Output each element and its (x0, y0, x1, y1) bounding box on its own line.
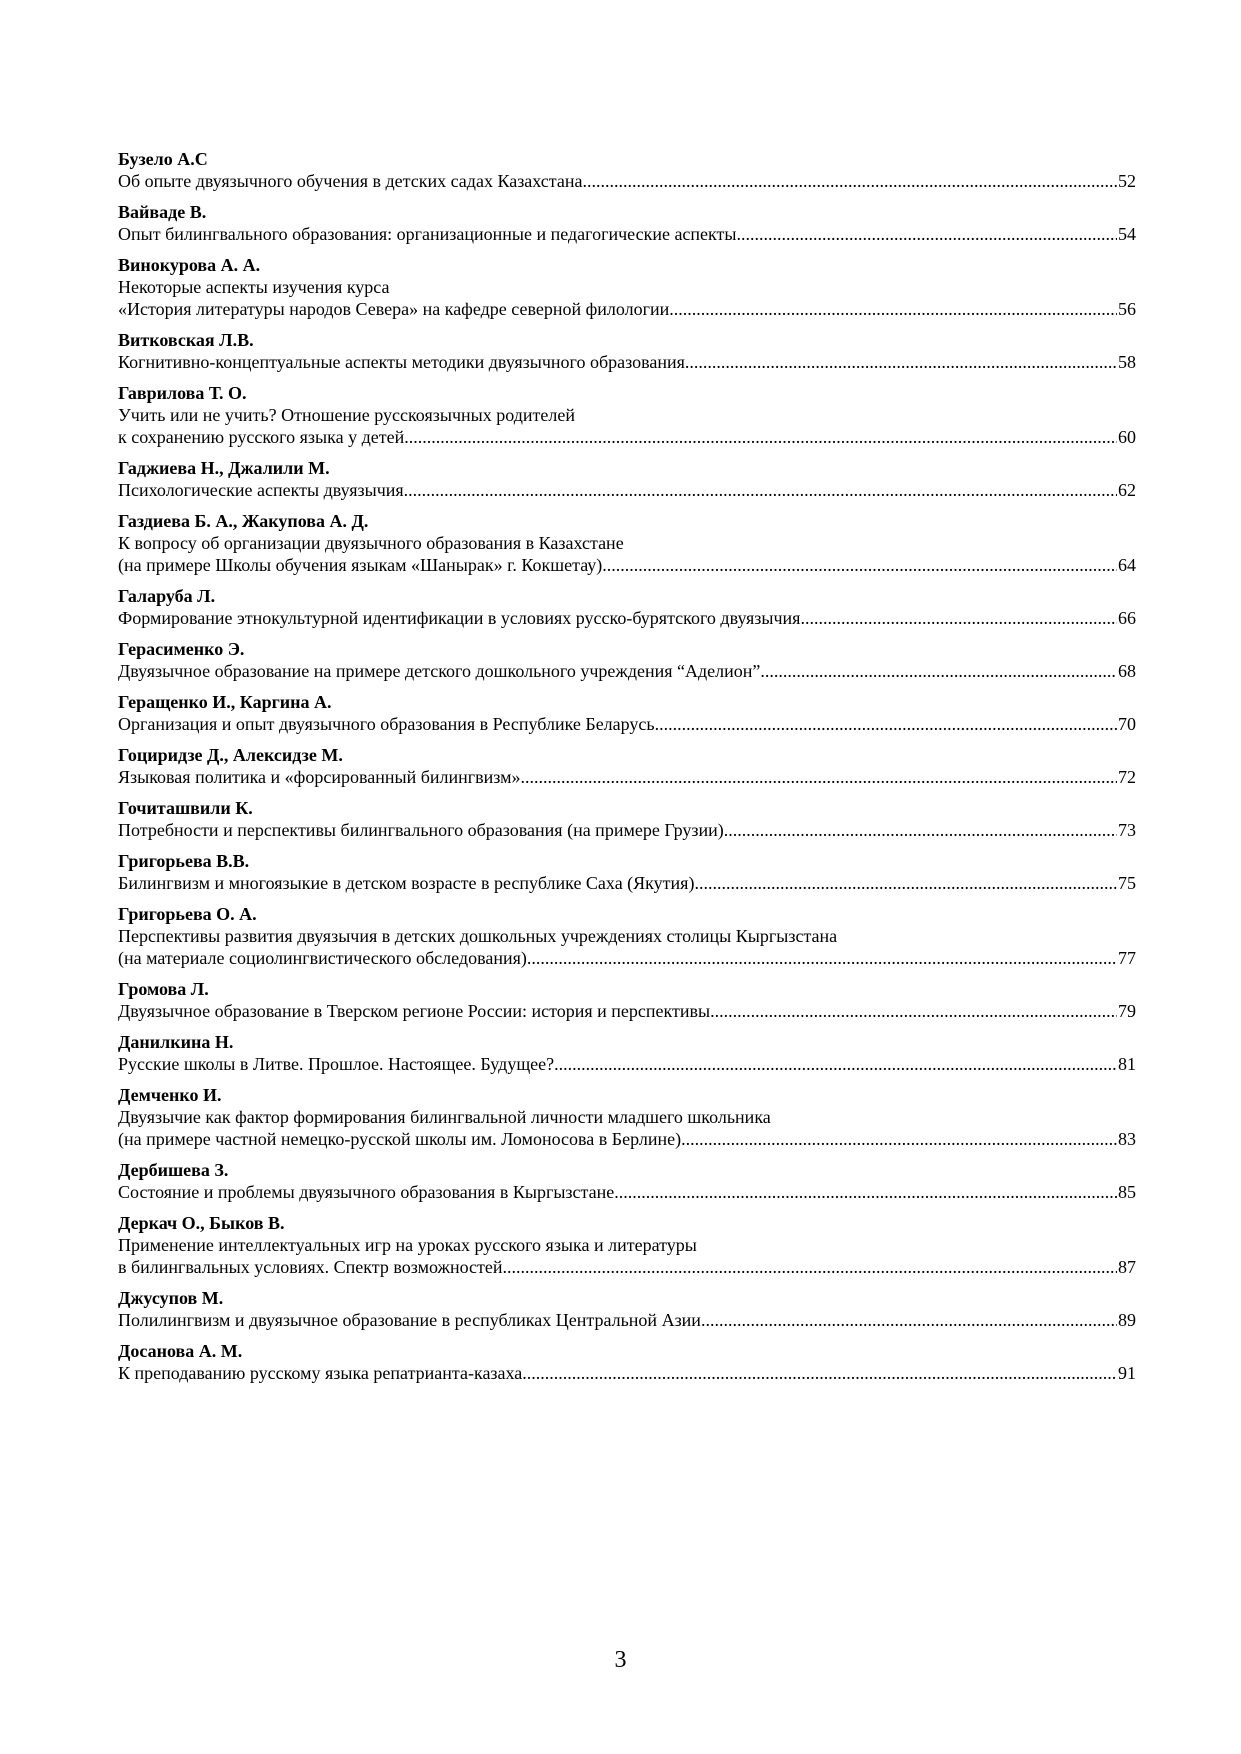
toc-entry-page-number: 87 (1118, 1257, 1136, 1277)
dot-leader (655, 713, 1117, 735)
toc-entry (118, 148, 1136, 192)
toc-entry (118, 1031, 1136, 1075)
dot-leader (404, 479, 1117, 501)
toc-entry-page-number: 73 (1118, 820, 1136, 840)
toc-entry-author: Гаврилова Т. О. (118, 383, 247, 403)
toc-entry-page-number: 89 (1118, 1310, 1136, 1330)
toc-entry-title-row (118, 426, 1136, 448)
toc-entry-page-number: 64 (1118, 555, 1136, 575)
toc-entry-page-number: 72 (1118, 767, 1136, 787)
toc-entry-title-row (118, 298, 1136, 320)
toc-entry-title-line: Двуязычное образование на примере детского дошкольного учреждения “Аделион” (118, 661, 761, 681)
toc-entry-page-number: 70 (1118, 714, 1136, 734)
toc-entry-title-row (118, 713, 1136, 735)
toc-entry-page-number: 54 (1118, 224, 1136, 244)
toc-entry-title-line: Потребности и перспективы билингвального образования (на примере Грузии) (118, 820, 724, 840)
toc-entry-author: Бузело А.С (118, 149, 208, 169)
toc-entry-title-line: в билингвальных условиях. Спектр возможностей (118, 1257, 503, 1277)
dot-leader (681, 1128, 1117, 1150)
toc-entry-title-row (118, 947, 1136, 969)
table-of-contents (118, 148, 1136, 1393)
toc-entry (118, 638, 1136, 682)
toc-entry-page-number: 56 (1118, 299, 1136, 319)
toc-entry-title-line: К вопросу об организации двуязычного образования в Казахстане (118, 533, 624, 553)
toc-entry-page-number: 79 (1118, 1001, 1136, 1021)
toc-entry (118, 585, 1136, 629)
toc-entry-author: Гочиташвили К. (118, 798, 253, 818)
toc-entry-page-number: 62 (1118, 480, 1136, 500)
toc-entry-title-line: Опыт билингвального образования: организационные и педагогические аспекты (118, 224, 737, 244)
toc-entry-author: Громова Л. (118, 979, 209, 999)
dot-leader (724, 819, 1117, 841)
toc-entry-title-row (118, 554, 1136, 576)
toc-entry-title-line: (на материале социолингвистического обследования) (118, 948, 527, 968)
toc-entry (118, 510, 1136, 576)
toc-entry (118, 1340, 1136, 1384)
toc-entry-title-line: Формирование этнокультурной идентификации в условиях русско-бурятского двуязычия (118, 608, 801, 628)
toc-entry-author: Витковская Л.В. (118, 330, 254, 350)
dot-leader (614, 1181, 1117, 1203)
toc-entry (118, 1287, 1136, 1331)
toc-entry-title-line: Психологические аспекты двуязычия (118, 480, 404, 500)
toc-entry-author: Галаруба Л. (118, 586, 216, 606)
toc-entry-title-row (118, 1128, 1136, 1150)
toc-entry-title-line: Билингвизм и многоязыкие в детском возрасте в республике Саха (Якутия) (118, 873, 695, 893)
toc-entry-title-row (118, 1362, 1136, 1384)
toc-entry-page-number: 75 (1118, 873, 1136, 893)
toc-entry-page-number: 77 (1118, 948, 1136, 968)
toc-entry-title-line: Некоторые аспекты изучения курса (118, 277, 390, 297)
toc-entry-page-number: 52 (1118, 171, 1136, 191)
toc-entry-page-number: 68 (1118, 661, 1136, 681)
toc-entry-title-line: Организация и опыт двуязычного образования в Республике Беларусь (118, 714, 655, 734)
toc-entry (118, 1159, 1136, 1203)
dot-leader (554, 1053, 1117, 1075)
toc-entry-title-line: Языковая политика и «форсированный билингвизм» (118, 767, 521, 787)
dot-leader (669, 298, 1117, 320)
toc-entry-page-number: 91 (1118, 1363, 1136, 1383)
toc-entry-page-number: 60 (1118, 427, 1136, 447)
toc-entry-title-row (118, 766, 1136, 788)
toc-entry-author: Джусупов М. (118, 1288, 224, 1308)
toc-entry-title-line: к сохранению русского языка у детей (118, 427, 405, 447)
toc-entry-author: Герасименко Э. (118, 639, 245, 659)
toc-entry-title-row (118, 872, 1136, 894)
toc-entry-title-row (118, 479, 1136, 501)
toc-entry (118, 201, 1136, 245)
toc-entry-title-row (118, 819, 1136, 841)
dot-leader (404, 426, 1117, 448)
toc-entry (118, 457, 1136, 501)
toc-entry-title-row (118, 660, 1136, 682)
toc-entry-author: Гаджиева Н., Джалили М. (118, 458, 330, 478)
toc-entry-title-line: Русские школы в Литве. Прошлое. Настоящее. Будущее? (118, 1054, 555, 1074)
toc-entry-title-row (118, 223, 1136, 245)
dot-leader (701, 1309, 1117, 1331)
dot-leader (737, 223, 1117, 245)
toc-entry-title-line: «История литературы народов Севера» на кафедре северной филологии (118, 299, 670, 319)
toc-entry-author: Винокурова А. А. (118, 255, 261, 275)
dot-leader (685, 351, 1117, 373)
toc-entry-author: Гоциридзе Д., Алексидзе М. (118, 745, 343, 765)
toc-entry-title-row (118, 351, 1136, 373)
toc-entry-title-row (118, 1181, 1136, 1203)
toc-entry-author: Данилкина Н. (118, 1032, 234, 1052)
toc-entry-author: Геращенко И., Каргина А. (118, 692, 332, 712)
toc-entry-page-number: 66 (1118, 608, 1136, 628)
toc-entry (118, 744, 1136, 788)
toc-entry-author: Демченко И. (118, 1085, 222, 1105)
dot-leader (694, 872, 1117, 894)
toc-entry-title-line: Учить или не учить? Отношение русскоязычных родителей (118, 405, 575, 425)
toc-entry-author: Досанова А. М. (118, 1341, 243, 1361)
toc-entry-title-line: Об опыте двуязычного обучения в детских садах Казахстана (118, 171, 583, 191)
toc-entry (118, 850, 1136, 894)
dot-leader (521, 766, 1117, 788)
toc-entry-title-line: К преподаванию русскому языка репатрианта-казаха (118, 1363, 523, 1383)
toc-entry-title-line: Перспективы развития двуязычия в детских дошкольных учреждениях столицы Кыргызстана (118, 926, 838, 946)
toc-entry-title-line: Применение интеллектуальных игр на уроках русского языка и литературы (118, 1235, 697, 1255)
toc-entry-title-row (118, 1256, 1136, 1278)
toc-entry-title-line: Двуязычное образование в Тверском регионе России: история и перспективы (118, 1001, 711, 1021)
toc-entry (118, 382, 1136, 448)
toc-entry-page-number: 58 (1118, 352, 1136, 372)
dot-leader (503, 1256, 1117, 1278)
toc-entry-author: Вайваде В. (118, 202, 207, 222)
toc-entry-title-row (118, 1000, 1136, 1022)
dot-leader (710, 1000, 1117, 1022)
toc-entry-title-row (118, 170, 1136, 192)
dot-leader (760, 660, 1117, 682)
dot-leader (800, 607, 1117, 629)
toc-entry-author: Григорьева О. А. (118, 904, 257, 924)
toc-entry-page-number: 85 (1118, 1182, 1136, 1202)
toc-entry-author: Григорьева В.В. (118, 851, 250, 871)
toc-entry-author: Газдиева Б. А., Жакупова А. Д. (118, 511, 369, 531)
toc-entry-author: Дербишева З. (118, 1160, 229, 1180)
dot-leader (602, 554, 1117, 576)
toc-entry-page-number: 81 (1118, 1054, 1136, 1074)
toc-entry-title-row (118, 607, 1136, 629)
toc-entry-title-row (118, 1309, 1136, 1331)
toc-entry-title-line: Состояние и проблемы двуязычного образования в Кыргызстане (118, 1182, 615, 1202)
toc-entry-title-line: (на примере Школы обучения языкам «Шанырак» г. Кокшетау) (118, 555, 603, 575)
toc-entry (118, 978, 1136, 1022)
toc-entry (118, 903, 1136, 969)
toc-entry (118, 797, 1136, 841)
dot-leader (522, 1362, 1117, 1384)
toc-entry-page-number: 83 (1118, 1129, 1136, 1149)
dot-leader (527, 947, 1117, 969)
toc-entry-title-line: (на примере частной немецко-русской школы им. Ломоносова в Берлине) (118, 1129, 682, 1149)
toc-entry-author: Деркач О., Быков В. (118, 1213, 285, 1233)
toc-entry-title-row (118, 1053, 1136, 1075)
toc-entry-title-line: Двуязычие как фактор формирования билингвальной личности младшего школьника (118, 1107, 771, 1127)
dot-leader (582, 170, 1117, 192)
toc-entry-title-line: Когнитивно-концептуальные аспекты методики двуязычного образования (118, 352, 685, 372)
toc-entry (118, 329, 1136, 373)
toc-entry (118, 254, 1136, 320)
toc-entry (118, 1212, 1136, 1278)
toc-entry-title-line: Полилингвизм и двуязычное образование в республиках Центральной Азии (118, 1310, 701, 1330)
toc-entry (118, 691, 1136, 735)
page-number: 3 (614, 1647, 627, 1673)
toc-entry (118, 1084, 1136, 1150)
